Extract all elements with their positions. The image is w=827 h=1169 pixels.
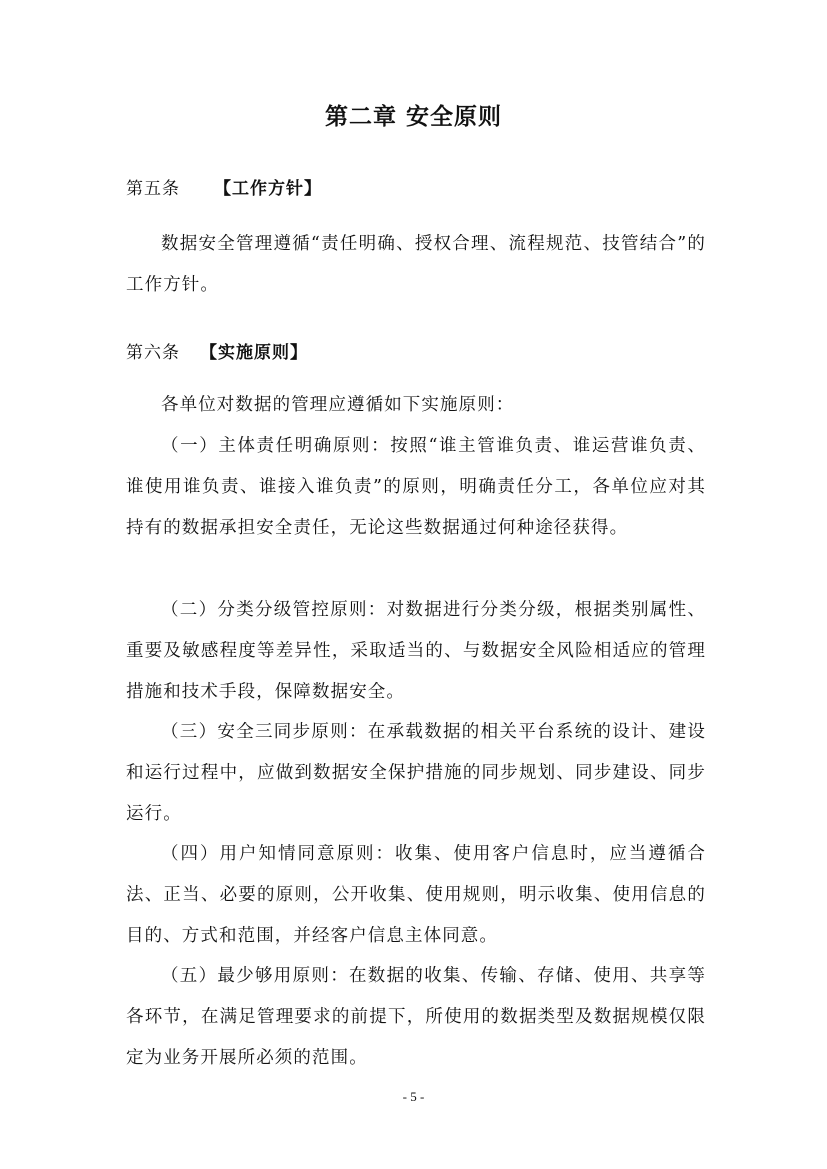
article-5-heading [126,175,322,203]
page-number: - 5 - [402,1089,425,1104]
principle-item-2: （二）分类分级管控原则：对数据进行分类分级，根据类别属性、重要及敏感程度等差异性，采取适当的、与数据安全风险相适应的管理措施和技术手段，保障数据安全。 [126,600,706,702]
article-5-body: 数据安全管理遵循“责任明确、授权合理、流程规范、技管结合”的工作方针。 [126,234,706,295]
article-5-number: 第五条 [126,179,180,199]
principle-item-5: （五）最少够用原则：在数据的收集、传输、存储、使用、共享等各环节，在满足管理要求的前提下，所使用的数据类型及数据规模仅限定为业务开展所必须的范围。 [126,966,706,1068]
article-6-title: 【实施原则】 [200,343,308,363]
principle-item-4: （四）用户知情同意原则：收集、使用客户信息时，应当遵循合法、正当、必要的原则，公开收集、使用规则，明示收集、使用信息的目的、方式和范围，并经客户信息主体同意。 [126,844,706,946]
article-6-intro: 各单位对数据的管理应遵循如下实施原则： [161,395,515,415]
principle-item-3: （三）安全三同步原则：在承载数据的相关平台系统的设计、建设和运行过程中，应做到数据安全保护措施的同步规划、同步建设、同步运行。 [126,722,706,824]
article-5-title: 【工作方针】 [214,179,322,199]
chapter-title: 第二章 安全原则 [324,104,502,130]
article-6-heading [126,339,308,367]
principle-item-1: （一）主体责任明确原则：按照“谁主管谁负责、谁运营谁负责、谁使用谁负责、谁接入谁负责”的原则，明确责任分工，各单位应对其持有的数据承担安全责任，无论这些数据通过何种途径获得。 [126,436,706,538]
article-6-number: 第六条 [126,343,180,363]
